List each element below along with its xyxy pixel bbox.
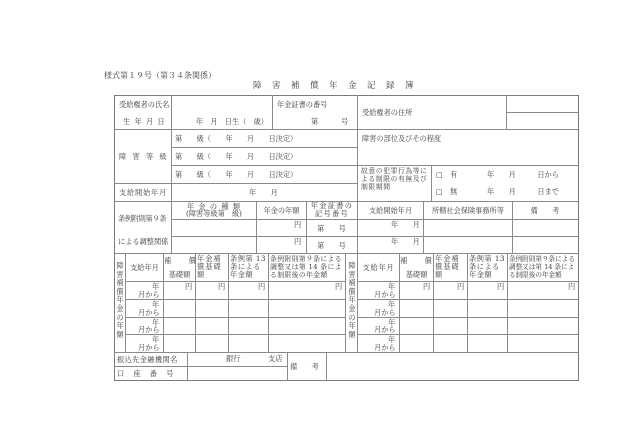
annual-header: 年金の年額 (263, 206, 300, 215)
divider (433, 253, 434, 352)
yen-1: 円 (294, 220, 302, 229)
address-label: 受給権者の住所 (362, 108, 413, 117)
adjust-label-1: 条例附則第９条 (118, 214, 167, 223)
restriction-from[interactable]: 年 月 日から (487, 170, 559, 179)
divider (114, 253, 578, 254)
yen-art9-left: 円 (335, 282, 343, 291)
yen-art13-left: 円 (258, 282, 266, 291)
type-sub-header: (障害等級第 級) (186, 209, 242, 218)
bank-remarks-label: 備 考 (290, 362, 319, 371)
row-from-left-4: 月から (138, 343, 160, 352)
divider (507, 253, 508, 352)
page-title: 障 害 補 償 年 金 記 録 簿 (253, 81, 415, 91)
divider (195, 253, 196, 352)
row-year-left-1: 年 (152, 282, 160, 291)
form-number: 様式第１９号（第３４条関係） (104, 71, 216, 80)
divider (171, 147, 357, 148)
start-header: 支給開始年月 (368, 206, 413, 215)
cert-prefix: 第 (311, 117, 319, 126)
cert-value-1[interactable]: 第 号 (317, 224, 346, 233)
base-header-a-left: 補 償 (164, 256, 197, 265)
restriction-to[interactable]: 年 月 日まで (487, 187, 559, 196)
divider (171, 165, 357, 166)
start-value-1[interactable]: 年 月 (391, 220, 420, 229)
yen-base-right: 円 (423, 282, 431, 291)
start-value-2[interactable]: 年 月 (391, 237, 420, 246)
restriction-label: 故意の犯罪行為等による制限の有無及び制限期間 (361, 167, 428, 192)
bank-remarks-field[interactable] (327, 353, 577, 379)
start-label: 支給開始年月 (119, 188, 167, 197)
grade-label: 障 害 等 級 (119, 152, 169, 161)
type-header: 年 金 の 種 類 (186, 202, 242, 211)
address-field[interactable] (507, 96, 577, 128)
row-year-right-2: 年 (388, 300, 396, 309)
annual-side-label-left: 障害補償年金の年額 (116, 261, 124, 339)
row-year-right-1: 年 (388, 282, 396, 291)
divider (171, 236, 578, 237)
yen-base-left: 円 (185, 282, 193, 291)
divider (287, 352, 288, 380)
row-from-right-2: 月から (374, 308, 396, 317)
row-from-right-1: 月から (374, 290, 396, 299)
grade-row-1[interactable]: 第 級（ 年 月 日決定） (175, 134, 298, 143)
art9-header-right: 条例附則第９条による調整又は第 14 条による制限後の年金額 (509, 255, 575, 279)
base-header-a-right: 補 償 (400, 256, 433, 265)
divider (228, 253, 229, 352)
divider (399, 253, 400, 352)
name-label: 受給権者の氏名 (119, 100, 170, 109)
bank-unit: 銀行 (226, 354, 241, 363)
grade-row-3[interactable]: 第 級（ 年 月 日決定） (175, 170, 298, 179)
divider (114, 183, 357, 184)
bank-label: 振込先金融機関名 (117, 355, 178, 364)
name-field[interactable] (172, 96, 271, 112)
yen-pension-left: 円 (218, 282, 226, 291)
birth-label: 生 年 月 日 (123, 117, 166, 126)
cert-suffix: 号 (341, 117, 349, 126)
row-year-left-4: 年 (152, 335, 160, 344)
divider (268, 253, 269, 352)
divider (171, 219, 578, 220)
adjust-label-2: による調整関係 (118, 237, 169, 246)
cert-label: 年金証書の番号 (277, 100, 328, 109)
account-label: 口 座 番 号 (117, 369, 175, 378)
base-header-b-left: 基礎額 (168, 270, 191, 279)
art9-header-left: 条例附則第９条による調整又は第 14 条による制限後の年金額 (270, 255, 342, 279)
divider (114, 129, 578, 130)
start-value[interactable]: 年 月 (249, 188, 278, 197)
divider (272, 95, 273, 129)
row-from-left-2: 月から (138, 308, 160, 317)
restriction-no-checkbox[interactable]: □ 無 (436, 187, 458, 196)
art13-header-left: 条例第 13 条による年金額 (230, 254, 266, 279)
pension-base-header-left: 年金補償基礎額 (197, 254, 222, 279)
month-header-right: 支給年月 (362, 263, 395, 272)
office-header: 所轄社会保険事務所等 (432, 206, 504, 215)
yen-pension-right: 円 (457, 282, 465, 291)
row-from-left-1: 月から (138, 290, 160, 299)
branch-unit: 支店 (268, 354, 283, 363)
restriction-yes-checkbox[interactable]: □ 有 (436, 170, 458, 179)
row-year-left-3: 年 (152, 318, 160, 327)
month-header-left: 支給年月 (130, 263, 159, 272)
divider (431, 165, 432, 201)
row-from-left-3: 月から (138, 325, 160, 334)
row-from-right-4: 月から (374, 343, 396, 352)
injury-label: 障害の部位及びその程度 (362, 134, 442, 143)
yen-art13-right: 円 (497, 282, 505, 291)
grade-row-2[interactable]: 第 級（ 年 月 日決定） (175, 152, 298, 161)
cert-header: 年金証書の記号番号 (310, 201, 354, 218)
divider (467, 253, 468, 352)
divider (306, 201, 307, 253)
annual-side-label-right: 障害補償年金の年額 (348, 261, 356, 339)
yen-art9-right: 円 (568, 282, 576, 291)
pension-base-header-right: 年金補償基礎額 (435, 254, 460, 279)
yen-2: 円 (294, 237, 302, 246)
divider (163, 253, 164, 352)
row-year-right-4: 年 (388, 335, 396, 344)
row-from-right-3: 月から (374, 325, 396, 334)
row-year-right-3: 年 (388, 318, 396, 327)
divider (357, 95, 358, 201)
base-header-b-right: 基礎額 (405, 270, 428, 279)
remarks-header: 備 考 (530, 206, 560, 215)
art13-header-right: 条例第 13 条による年金額 (469, 254, 505, 279)
birth-value[interactable]: 年 月 日生（ 歳） (196, 117, 268, 126)
row-year-left-2: 年 (152, 300, 160, 309)
divider (357, 165, 578, 166)
account-number-field[interactable] (188, 367, 286, 379)
cert-value-2[interactable]: 第 号 (317, 241, 346, 250)
